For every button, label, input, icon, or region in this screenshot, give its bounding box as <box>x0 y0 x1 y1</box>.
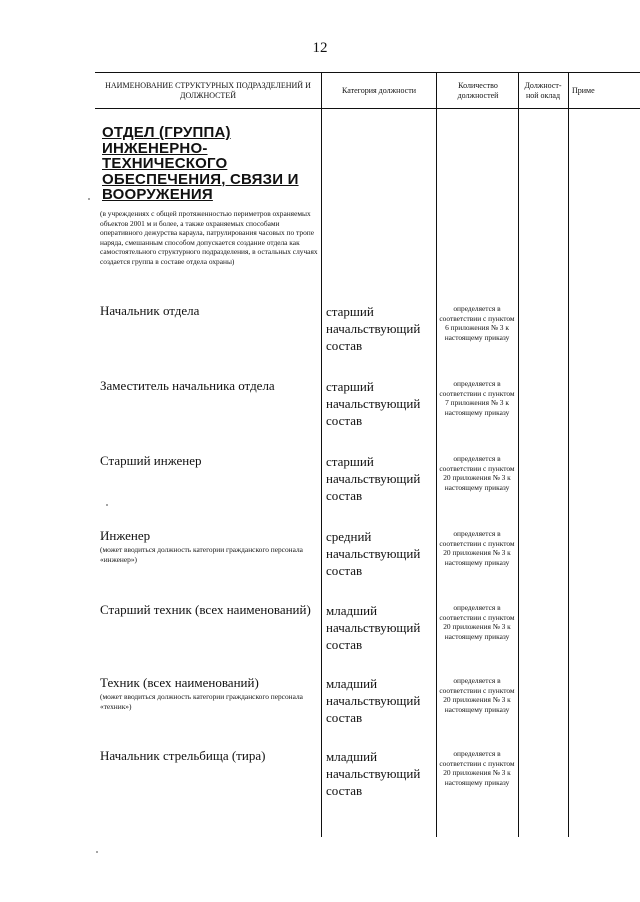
position-quantity: определяется в соответствии с пунктом 7 приложения № 3 к настоящему приказу <box>439 379 515 417</box>
position-name-cell <box>100 452 318 470</box>
scan-speck <box>96 851 98 853</box>
position-name-cell <box>100 601 318 619</box>
header-quantity: Количество должностей <box>457 81 499 100</box>
position-category: старший начальствующий состав <box>326 379 421 428</box>
column-divider <box>568 72 569 837</box>
section-note: (в учреждениях с общей протяженностью периметров охраняемых объектов 2001 м и более, а также охраняемых способами оперативного дежурства караула, патрулирования часовых по тропе наряда, смешанным способом допускается создание отдела как самостоятельного структурного подразделения, в остальных случаях создается группа в составе отдела охраны) <box>100 209 318 266</box>
position-name: Заместитель начальника отдела <box>100 378 275 393</box>
position-name: Старший техник (всех наименований) <box>100 602 311 617</box>
position-name-cell <box>100 747 318 765</box>
position-note: (может вводиться должность категории гражданского персонала «инженер») <box>100 545 303 564</box>
header-note: Приме <box>572 86 595 95</box>
position-name: Начальник стрельбища (тира) <box>100 748 266 763</box>
position-name: Начальник отдела <box>100 303 200 318</box>
position-quantity: определяется в соответствии с пунктом 20 приложения № 3 к настоящему приказу <box>439 529 515 567</box>
position-quantity: определяется в соответствии с пунктом 20 приложения № 3 к настоящему приказу <box>439 749 515 787</box>
header-salary: Должност-ной оклад <box>524 81 562 100</box>
scan-speck <box>106 504 108 506</box>
header-bottom-border <box>95 108 640 109</box>
position-quantity: определяется в соответствии с пунктом 6 приложения № 3 к настоящему приказу <box>439 304 515 342</box>
header-category: Категория должности <box>342 86 416 95</box>
position-category: младший начальствующий состав <box>326 676 421 725</box>
position-name-cell <box>100 302 318 320</box>
position-category: средний начальствующий состав <box>326 529 421 578</box>
page-number: 12 <box>312 40 328 56</box>
column-divider <box>518 72 519 837</box>
table-top-border <box>95 72 640 73</box>
position-name: Инженер <box>100 528 151 543</box>
position-name: Техник (всех наименований) <box>100 675 259 690</box>
position-name-cell <box>100 527 318 564</box>
position-name-cell <box>100 674 318 711</box>
position-category: старший начальствующий состав <box>326 304 421 353</box>
position-category: старший начальствующий состав <box>326 454 421 503</box>
scan-speck <box>88 198 90 200</box>
position-quantity: определяется в соответствии с пунктом 20 приложения № 3 к настоящему приказу <box>439 603 515 641</box>
position-quantity: определяется в соответствии с пунктом 20 приложения № 3 к настоящему приказу <box>439 454 515 492</box>
position-note: (может вводиться должность категории гражданского персонала «техник») <box>100 692 303 711</box>
position-category: младший начальствующий состав <box>326 749 421 798</box>
position-name: Старший инженер <box>100 453 202 468</box>
position-quantity: определяется в соответствии с пунктом 20 приложения № 3 к настоящему приказу <box>439 676 515 714</box>
position-name-cell <box>100 377 318 395</box>
column-divider <box>321 72 322 837</box>
header-name: НАИМЕНОВАНИЕ СТРУКТУРНЫХ ПОДРАЗДЕЛЕНИЙ И ДОЛЖНОСТЕЙ <box>105 81 311 100</box>
position-category: младший начальствующий состав <box>326 603 421 652</box>
section-title: ОТДЕЛ (ГРУППА) ИНЖЕНЕРНО-ТЕХНИЧЕСКОГО ОБЕСПЕЧЕНИЯ, СВЯЗИ И ВООРУЖЕНИЯ <box>102 124 299 203</box>
